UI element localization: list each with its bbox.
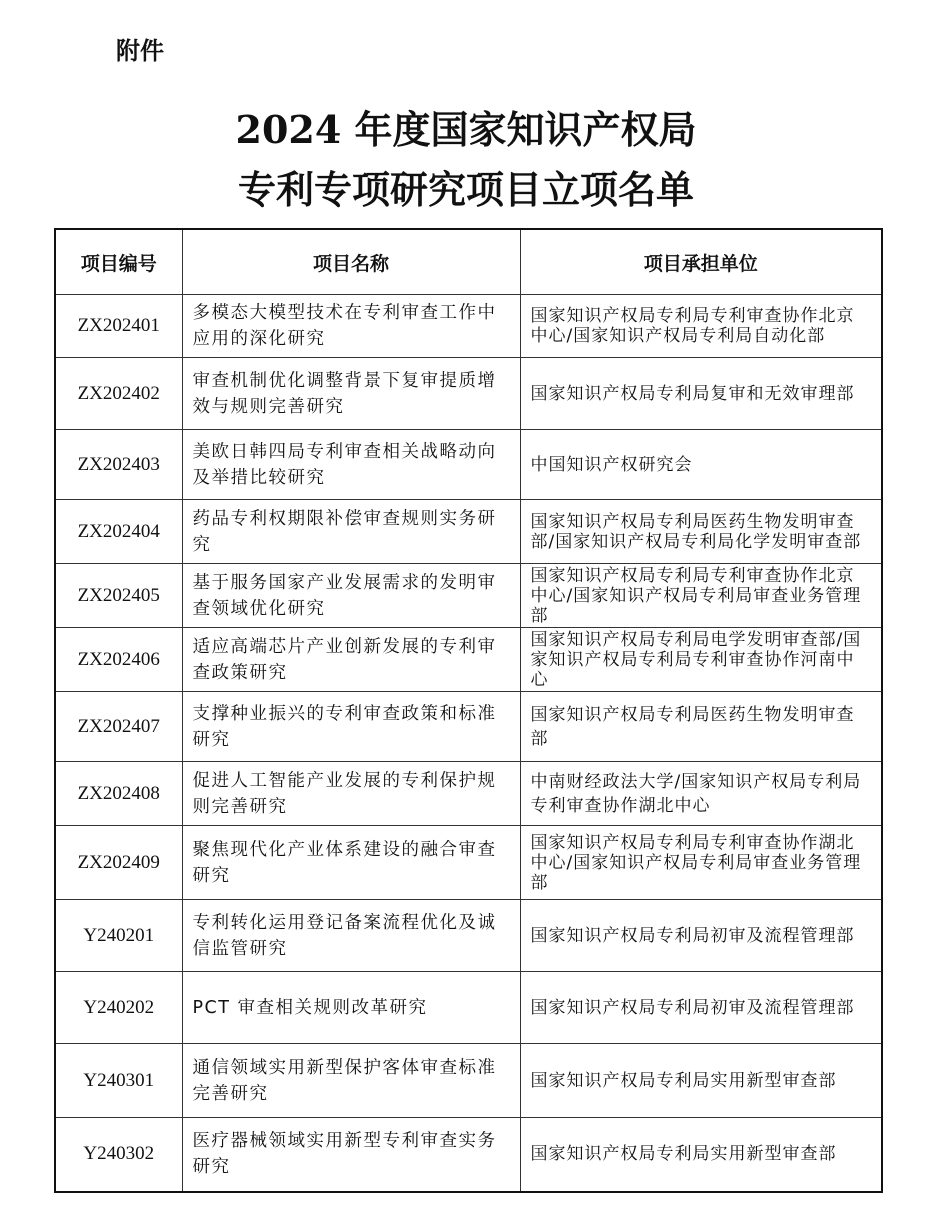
project-name: 聚焦现代化产业体系建设的融合审查研究 [182,826,520,900]
project-code: ZX202401 [55,295,182,358]
project-name: 支撑种业振兴的专利审查政策和标准研究 [182,692,520,762]
project-unit: 中国知识产权研究会 [520,430,882,500]
title-line-2: 专利专项研究项目立项名单 [237,167,694,212]
table-row [55,430,882,500]
project-unit: 国家知识产权局专利局医药生物发明审查部/国家知识产权局专利局化学发明审查部 [520,500,882,564]
header-name: 项目名称 [182,229,520,295]
project-name: 医疗器械领域实用新型专利审查实务研究 [182,1118,520,1192]
project-name: 美欧日韩四局专利审查相关战略动向及举措比较研究 [182,430,520,500]
project-code: ZX202406 [55,628,182,692]
project-code: ZX202405 [55,564,182,628]
header-code: 项目编号 [55,229,182,295]
project-unit: 国家知识产权局专利局医药生物发明审查部 [520,692,882,762]
table-row [55,762,882,826]
project-unit: 中南财经政法大学/国家知识产权局专利局专利审查协作湖北中心 [520,762,882,826]
project-name: 通信领域实用新型保护客体审查标准完善研究 [182,1044,520,1118]
project-unit: 国家知识产权局专利局专利审查协作北京中心/国家知识产权局专利局审查业务管理部 [520,564,882,628]
table-row [55,826,882,900]
project-code: Y240301 [55,1044,182,1118]
project-name: 促进人工智能产业发展的专利保护规则完善研究 [182,762,520,826]
attachment-label: 附件 [116,37,164,65]
project-code: Y240201 [55,900,182,972]
project-unit: 国家知识产权局专利局电学发明审查部/国家知识产权局专利局专利审查协作河南中心 [520,628,882,692]
project-code: Y240202 [55,972,182,1044]
project-code: ZX202403 [55,430,182,500]
project-name: 审查机制优化调整背景下复审提质增效与规则完善研究 [182,358,520,430]
table-row [55,500,882,564]
project-name: 多模态大模型技术在专利审查工作中应用的深化研究 [182,295,520,358]
table-row [55,972,882,1044]
project-unit: 国家知识产权局专利局初审及流程管理部 [520,972,882,1044]
title-line-1: 2024 年度国家知识产权局 [235,107,697,152]
project-code: ZX202404 [55,500,182,564]
table-row [55,628,882,692]
project-unit: 国家知识产权局专利局实用新型审查部 [520,1118,882,1192]
project-unit: 国家知识产权局专利局初审及流程管理部 [520,900,882,972]
table-row [55,295,882,358]
table-header-row [55,229,882,295]
table-row [55,692,882,762]
project-name: 适应高端芯片产业创新发展的专利审查政策研究 [182,628,520,692]
project-code: ZX202402 [55,358,182,430]
header-unit: 项目承担单位 [520,229,882,295]
project-name: PCT 审查相关规则改革研究 [182,972,520,1044]
project-code: ZX202409 [55,826,182,900]
project-name: 专利转化运用登记备案流程优化及诚信监管研究 [182,900,520,972]
project-code: ZX202408 [55,762,182,826]
project-name: 基于服务国家产业发展需求的发明审查领域优化研究 [182,564,520,628]
project-unit: 国家知识产权局专利局实用新型审查部 [520,1044,882,1118]
table-row [55,358,882,430]
project-unit: 国家知识产权局专利局专利审查协作湖北中心/国家知识产权局专利局审查业务管理部 [520,826,882,900]
project-name: 药品专利权期限补偿审查规则实务研究 [182,500,520,564]
table-row [55,900,882,972]
project-unit: 国家知识产权局专利局复审和无效审理部 [520,358,882,430]
table-row [55,564,882,628]
project-list-table [54,228,883,1193]
table-row [55,1118,882,1192]
table-row [55,1044,882,1118]
project-code: Y240302 [55,1118,182,1192]
project-unit: 国家知识产权局专利局专利审查协作北京中心/国家知识产权局专利局自动化部 [520,295,882,358]
project-code: ZX202407 [55,692,182,762]
